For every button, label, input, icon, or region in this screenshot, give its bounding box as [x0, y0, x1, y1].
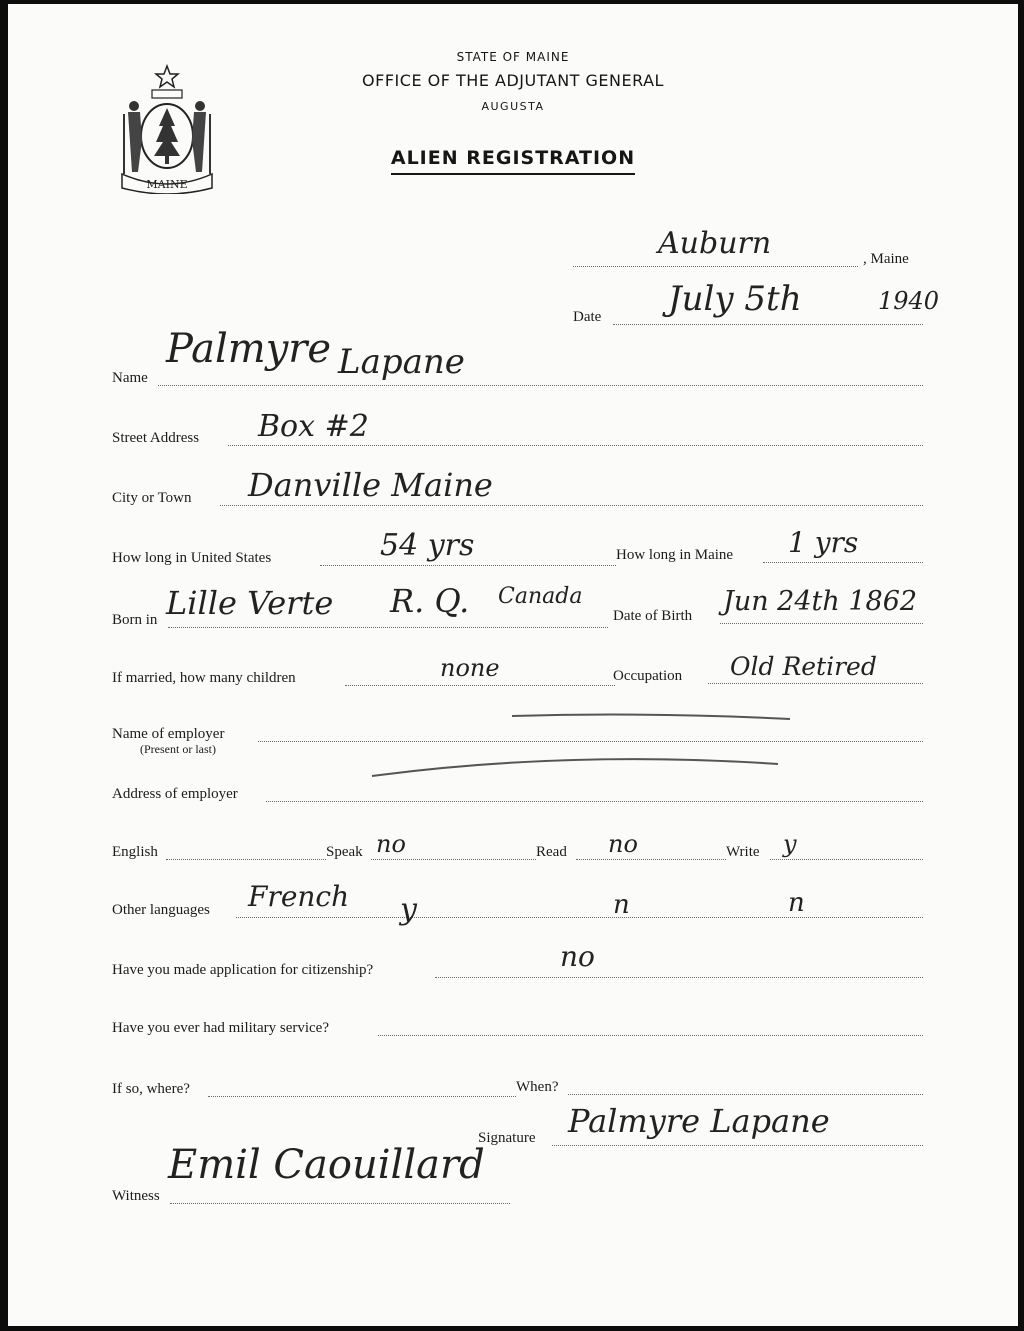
- employer-address-line: [266, 801, 923, 802]
- employer-label: Name of employer: [112, 726, 225, 742]
- write-value: y: [783, 830, 797, 858]
- witness-line: [170, 1203, 510, 1204]
- born-country-value: Canada: [498, 584, 583, 609]
- state-heading: STATE OF MAINE: [456, 50, 570, 64]
- name-label: Name: [112, 370, 148, 386]
- occupation-label: Occupation: [613, 668, 683, 684]
- years-maine-value: 1 yrs: [788, 526, 859, 559]
- born-in-line: [168, 627, 608, 628]
- occupation-value: Old Retired: [730, 652, 877, 681]
- name-first-value: Palmyre: [166, 326, 332, 372]
- years-us-value: 54 yrs: [380, 528, 475, 563]
- city-heading: AUGUSTA: [481, 100, 545, 113]
- city-label: City or Town: [112, 490, 192, 506]
- when-label: When?: [516, 1079, 559, 1095]
- english-line: [166, 859, 326, 860]
- children-value: none: [440, 654, 500, 682]
- how-long-maine-label: How long in Maine: [616, 547, 734, 563]
- office-heading: OFFICE OF THE ADJUTANT GENERAL: [362, 71, 664, 90]
- military-label: Have you ever had military service?: [112, 1020, 329, 1036]
- form-title: [8, 147, 1018, 169]
- signature-line: [552, 1145, 923, 1146]
- name-last-value: Lapane: [338, 342, 465, 382]
- how-long-us-label: How long in United States: [112, 550, 272, 566]
- city-line: [220, 505, 923, 506]
- if-so-where-label: If so, where?: [112, 1081, 190, 1097]
- witness-label: Witness: [112, 1188, 160, 1204]
- occupation-line: [708, 683, 923, 684]
- children-line: [345, 685, 615, 686]
- street-value: Box #2: [258, 409, 369, 444]
- how-long-maine-line: [763, 562, 923, 563]
- when-line: [568, 1094, 923, 1095]
- town-line: [573, 266, 858, 267]
- english-label: English: [112, 844, 158, 860]
- street-label: Street Address: [112, 430, 200, 446]
- other-read-value: n: [613, 890, 630, 920]
- signature-label: Signature: [478, 1130, 536, 1146]
- other-languages-label: Other languages: [112, 902, 210, 918]
- witness-value: Emil Caouillard: [168, 1142, 485, 1188]
- how-long-us-line: [320, 565, 616, 566]
- city-value: Danville Maine: [248, 466, 493, 504]
- other-write-value: n: [788, 888, 805, 918]
- military-line: [378, 1035, 923, 1036]
- born-in-label: Born in: [112, 612, 158, 628]
- employer-address-label: Address of employer: [112, 786, 238, 802]
- born-region-value: R. Q.: [390, 582, 470, 620]
- write-line: [770, 859, 923, 860]
- other-languages-line: [236, 917, 923, 918]
- employer-address-dash-stroke: [368, 746, 788, 782]
- married-children-label: If married, how many children: [112, 670, 296, 686]
- name-line: [158, 385, 923, 386]
- town-value: Auburn: [658, 226, 772, 261]
- where-line: [208, 1096, 516, 1097]
- date-label: Date: [573, 309, 602, 325]
- date-value: July 5th: [668, 279, 802, 319]
- citizenship-value: no: [560, 940, 595, 973]
- year-value: 1940: [878, 287, 940, 315]
- speak-label: Speak: [326, 844, 363, 860]
- employer-line: [258, 741, 923, 742]
- date-of-birth-label: Date of Birth: [613, 608, 693, 624]
- date-line: [613, 324, 923, 325]
- form-title-text: ALIEN REGISTRATION: [391, 147, 635, 175]
- seal-banner: MAINE: [146, 178, 188, 191]
- born-place-value: Lille Verte: [166, 584, 334, 622]
- registration-form: [8, 4, 1018, 1326]
- speak-line: [371, 859, 536, 860]
- read-value: no: [608, 830, 638, 858]
- employer-dash-stroke: [508, 706, 798, 726]
- read-line: [576, 859, 726, 860]
- maine-label: , Maine: [863, 251, 909, 267]
- other-lang-value: French: [248, 880, 350, 913]
- dob-value: Jun 24th 1862: [723, 586, 918, 617]
- employer-sub-label: (Present or last): [140, 742, 216, 756]
- date-of-birth-line: [720, 623, 923, 624]
- read-label: Read: [536, 844, 567, 860]
- write-label: Write: [726, 844, 760, 860]
- citizenship-label: Have you made application for citizenship?: [112, 962, 374, 978]
- other-speak-value: y: [400, 892, 417, 927]
- citizenship-line: [435, 977, 923, 978]
- speak-value: no: [376, 830, 406, 858]
- signature-value: Palmyre Lapane: [568, 1102, 830, 1140]
- street-line: [228, 445, 923, 446]
